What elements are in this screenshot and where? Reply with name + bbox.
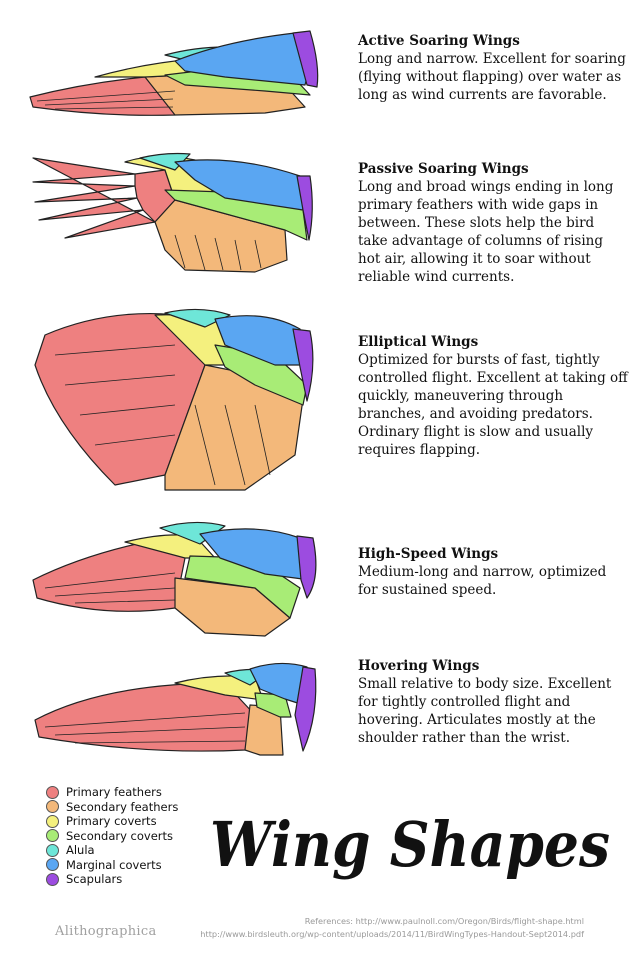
active-soaring-text [358, 32, 628, 104]
elliptical-text [358, 333, 628, 459]
main-title-text: Wing Shapes [210, 808, 610, 881]
wing-title: Passive Soaring Wings [358, 161, 529, 177]
legend-label: Alula [66, 843, 95, 857]
legend-label: Secondary coverts [66, 828, 174, 843]
wing-title: High-Speed Wings [358, 546, 499, 562]
wing-title: Elliptical Wings [358, 334, 479, 350]
active-soaring-wing-illustration [25, 25, 325, 120]
high-speed-text [358, 545, 628, 599]
hovering-wing-illustration [25, 655, 325, 765]
legend-label: Secondary feathers [66, 799, 179, 814]
wing-description: Long and narrow. Excellent for soaring (flying without flapping) over water as long as wind currents are favorable. [358, 51, 626, 103]
legend-item [46, 843, 178, 858]
wing-description: Optimized for bursts of fast, tightly controlled flight. Excellent at taking off quickly, maneuvering through branches, and avoiding predators. Ordinary flight is slow and usually requires flapping. [358, 352, 628, 458]
main-title [200, 800, 620, 890]
legend-item [46, 829, 178, 844]
legend-swatch [46, 815, 59, 828]
wing-description: Medium-long and narrow, optimized for sustained speed. [358, 564, 607, 598]
artist-signature: Alithographica [55, 924, 157, 939]
legend-swatch [46, 786, 59, 799]
wing-description: Long and broad wings ending in long primary feathers with wide gaps in between. These slots help the bird take advantage of columns of rising hot air, allowing it to soar without reliable wind currents. [358, 179, 614, 285]
reference-line-2: http://www.birdsleuth.org/wp-content/uploads/2014/11/BirdWingTypes-Handout-Sept2014.pdf [200, 929, 584, 939]
passive-soaring-wing-illustration [25, 140, 325, 280]
legend-swatch [46, 858, 59, 871]
legend-item [46, 800, 178, 815]
legend-item [46, 872, 178, 887]
high-speed-wing-illustration [25, 518, 325, 643]
legend-swatch [46, 800, 59, 813]
legend-item [46, 814, 178, 829]
legend-label: Scapulars [66, 872, 123, 886]
color-legend [46, 785, 178, 887]
references [200, 915, 584, 941]
legend-item [46, 858, 178, 873]
legend-swatch [46, 873, 59, 886]
legend-swatch [46, 829, 59, 842]
legend-label: Primary feathers [66, 785, 162, 799]
elliptical-wing-illustration [25, 305, 325, 505]
passive-soaring-text [358, 160, 628, 286]
legend-label: Marginal coverts [66, 857, 162, 872]
hovering-text [358, 657, 628, 747]
wing-title: Active Soaring Wings [358, 33, 520, 49]
legend-label: Primary coverts [66, 814, 157, 828]
reference-line-1: References: http://www.paulnoll.com/Oregon/Birds/flight-shape.html [304, 916, 584, 926]
legend-swatch [46, 844, 59, 857]
wing-title: Hovering Wings [358, 658, 480, 674]
legend-item [46, 785, 178, 800]
wing-description: Small relative to body size. Excellent for tightly controlled flight and hovering. Articulates mostly at the shoulder rather than the wrist. [358, 676, 612, 746]
